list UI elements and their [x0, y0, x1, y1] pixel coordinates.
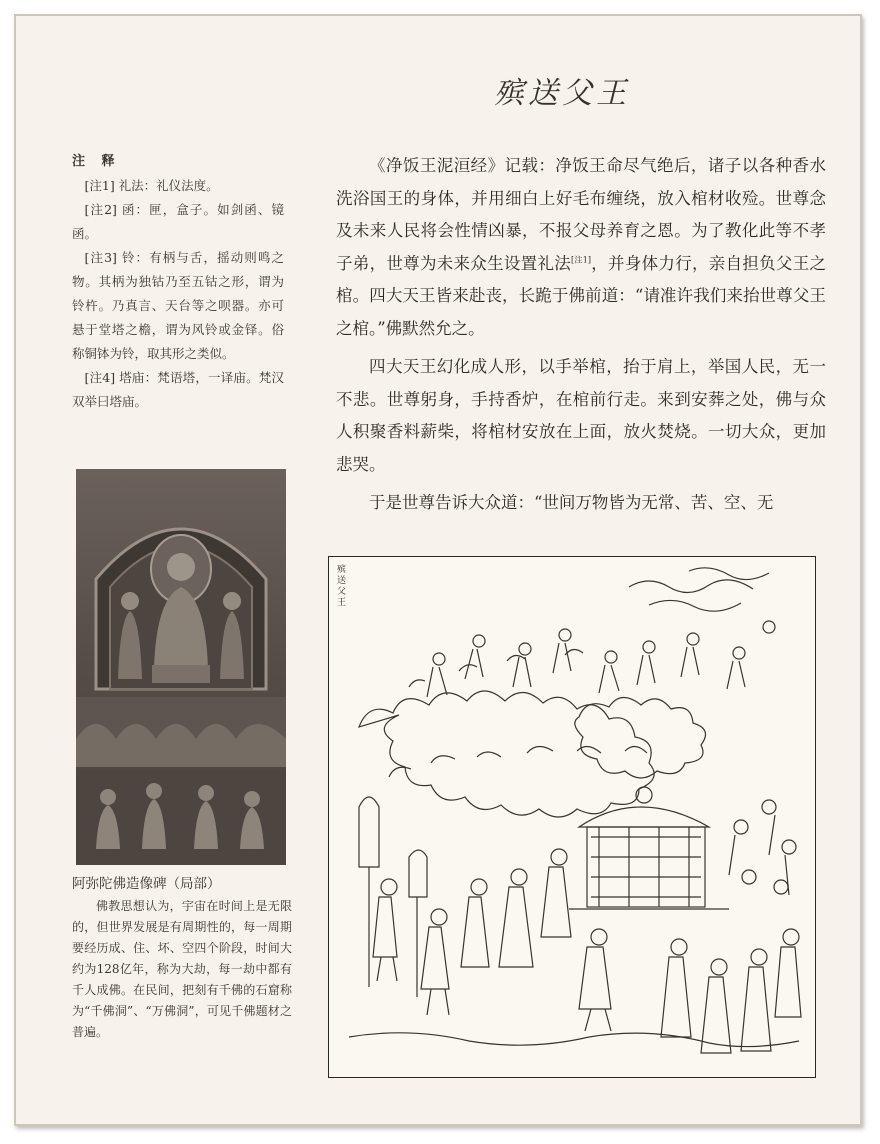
- main-text: [336, 150, 826, 526]
- notes-section: [72, 150, 284, 414]
- paragraph-1-text-a: 《净饭王泥洹经》记载：净饭王命尽气绝后，诸子以各种香水洗浴国王的身体，并用细白上好毛布缠绕，放入棺材收殓。世尊念及未来人民将会性情凶暴，不报父母养育之恩。为了教化此等不孝子弟，世尊为未来众生设置礼法: [336, 156, 826, 273]
- footnote-ref-1[interactable]: [注1]: [571, 255, 591, 264]
- page-title: 殡送父王: [494, 76, 630, 111]
- stele-relief-photo: [76, 469, 286, 865]
- figure-caption-title: 阿弥陀佛造像碑（局部）: [72, 876, 221, 892]
- note-item-2: [注2] 函：匣，盒子。如剑函、镜函。: [72, 202, 284, 241]
- figure-caption-body: 佛教思想认为，宇宙在时间上是无限的，但世界发展是有周期性的，每一周期要经历成、住、坏、空四个阶段，时间大约为128亿年，称为大劫，每一劫中都有千人成佛。在民间，把刻有千佛的石窟称为“千佛洞”、“万佛洞”，可见千佛题材之普遍。: [72, 899, 292, 1039]
- illustration-label: 殡送父王: [337, 565, 347, 608]
- paragraph-3: 于是世尊告诉大众道：“世间万物皆为无常、苦、空、无: [369, 493, 774, 512]
- note-item-4: [注4] 塔庙：梵语塔，一译庙。梵汉双举曰塔庙。: [72, 370, 284, 409]
- procession-drawing: [329, 557, 815, 1077]
- book-page: [14, 14, 862, 1126]
- note-item-1: [注1] 礼法：礼仪法度。: [84, 178, 219, 193]
- paragraph-1: [336, 150, 826, 345]
- paragraph-2: 四大天王幻化成人形，以手举棺，抬于肩上，举国人民，无一不悲。世尊躬身，手持香炉，在棺前行走。来到安葬之处，佛与众人积聚香料薪柴，将棺材安放在上面，放火焚烧。一切大众，更加悲哭。: [336, 357, 826, 474]
- paragraph-1-text-b: ，并身体力行，亲自担负父王之棺。四大天王皆来赴丧，长跪于佛前道：“请准许我们来抬世尊父王之棺。”佛默然允之。: [336, 253, 827, 338]
- notes-heading: 注 释: [72, 154, 121, 169]
- funeral-procession-illustration: [328, 556, 816, 1078]
- note-item-3: [注3] 铃：有柄与舌，摇动则鸣之物。其柄为独钴乃至五钴之形，谓为铃杵。乃真言、天台等之呗器。亦可悬于堂塔之檐，谓为风铃或金铎。俗称铜钵为铃，取其形之类似。: [72, 250, 284, 361]
